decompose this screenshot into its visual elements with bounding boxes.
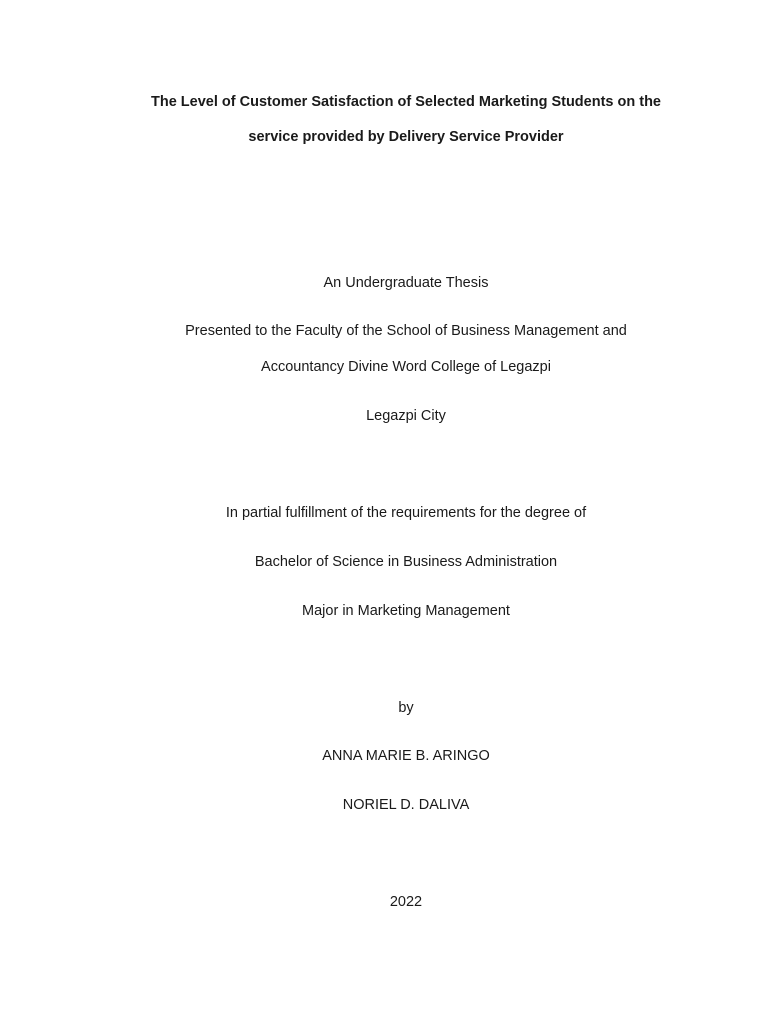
author-name: ANNA MARIE B. ARINGO xyxy=(322,748,490,764)
by-label: by xyxy=(398,700,414,716)
author-name: NORIEL D. DALIVA xyxy=(342,797,470,813)
presented-to-line-2: Accountancy Divine Word College of Legazpi xyxy=(261,359,551,375)
fulfillment-statement: In partial fulfillment of the requirements for the degree of xyxy=(225,505,587,521)
degree-major: Major in Marketing Management xyxy=(302,603,510,619)
thesis-title-line-1: The Level of Customer Satisfaction of Selected Marketing Students on the xyxy=(151,94,661,110)
thesis-title-line-2: service provided by Delivery Service Provider xyxy=(248,129,564,145)
presented-to-line-1: Presented to the Faculty of the School of Business Management and xyxy=(185,323,627,339)
thesis-type: An Undergraduate Thesis xyxy=(323,275,489,291)
year: 2022 xyxy=(389,894,423,910)
city: Legazpi City xyxy=(366,408,446,424)
degree-name: Bachelor of Science in Business Administration xyxy=(254,554,558,570)
